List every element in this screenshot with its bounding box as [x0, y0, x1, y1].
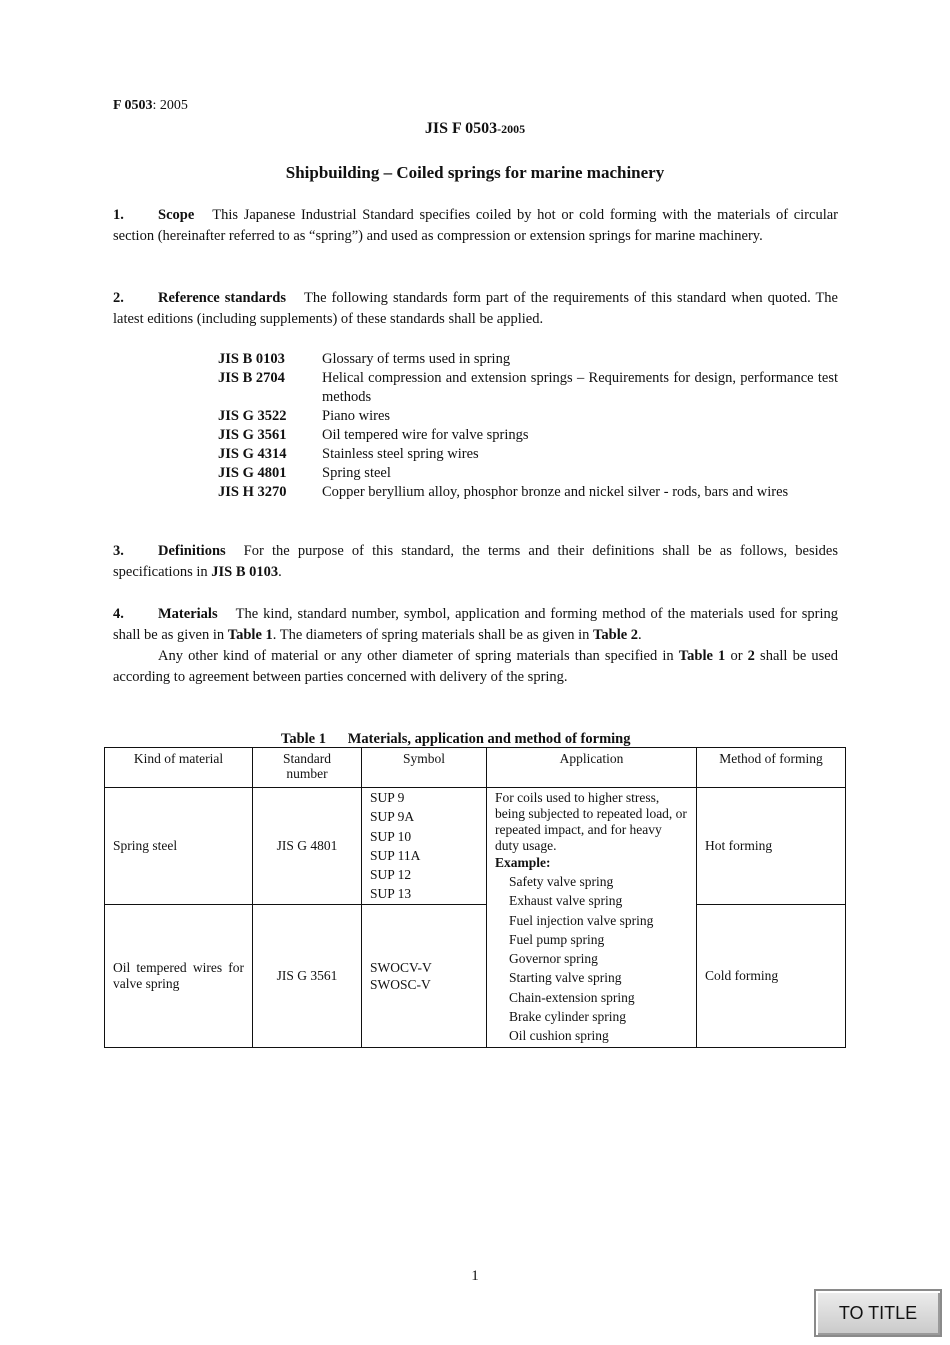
symbol: SUP 11A — [370, 847, 421, 863]
section-number: 4. — [113, 606, 124, 622]
section-text: For the purpose of this standard, the terms and their definitions shall be as follows, besides specifications in — [113, 543, 838, 580]
reference-description: Helical compression and extension springs – Requirements for design, performance test methods — [322, 370, 838, 405]
reference-item — [218, 407, 838, 426]
materials-table — [104, 747, 846, 1048]
example-item: Starting valve spring — [509, 970, 622, 986]
section-text: . The diameters of spring materials shall be as given in — [272, 626, 594, 643]
section-heading: Definitions — [158, 543, 226, 559]
section-text-end: shall be used according to agreement between parties concerned with delivery of the spring. — [113, 648, 838, 685]
page-number: 1 — [471, 1268, 479, 1284]
column-header: Method of forming — [697, 748, 846, 788]
example-item: Oil cushion spring — [509, 1028, 609, 1044]
section-text: The following standards form part of the requirements of this standard when quoted. The latest editions (including supplements) of these standards shall be applied. — [113, 290, 838, 327]
cell-symbols — [362, 788, 487, 905]
document-subtitle: Shipbuilding – Coiled springs for marine machinery — [285, 163, 665, 182]
symbol: SUP 10 — [370, 828, 412, 844]
reference-list — [218, 350, 838, 502]
table-reference: Table 1 — [678, 648, 726, 664]
table-row — [105, 788, 846, 905]
symbol: SUP 9A — [370, 809, 415, 825]
reference-code: JIS H 3270 — [218, 484, 287, 500]
reference-item — [218, 369, 838, 407]
example-item: Fuel pump spring — [509, 931, 605, 947]
cell-kind: Spring steel — [105, 788, 253, 905]
section-materials — [113, 604, 838, 645]
column-header: Standard number — [253, 748, 362, 788]
symbol: SUP 13 — [370, 886, 412, 902]
reference-code: JIS G 3522 — [218, 408, 287, 424]
section-number: 3. — [113, 543, 124, 559]
reference-item — [218, 350, 838, 369]
header-year: : 2005 — [152, 98, 188, 113]
symbol: SUP 12 — [370, 867, 412, 883]
cell-symbols — [362, 905, 487, 1048]
section-reference-standards — [113, 288, 838, 329]
reference-description: Copper beryllium alloy, phosphor bronze and nickel silver - rods, bars and wires — [322, 484, 789, 500]
table-caption — [281, 731, 631, 748]
example-item: Brake cylinder spring — [509, 1009, 626, 1025]
title-main: JIS F 0503 — [424, 120, 498, 137]
reference-description: Glossary of terms used in spring — [322, 351, 511, 367]
reference-item — [218, 483, 838, 502]
cell-kind: Oil tempered wires for valve spring — [105, 905, 253, 1048]
section-text: Any other kind of material or any other diameter of spring materials than specified in — [158, 648, 679, 664]
cell-method: Hot forming — [697, 788, 846, 905]
cell-application — [487, 788, 697, 1048]
table-row — [105, 905, 846, 1048]
table-caption-label: Table 1 — [281, 731, 326, 747]
column-header: Kind of material — [105, 748, 253, 788]
reference-description: Piano wires — [322, 408, 391, 424]
reference-code: JIS G 4801 — [218, 465, 287, 481]
symbol: SWOSC-V — [370, 977, 431, 992]
section-number: 1. — [113, 207, 124, 223]
column-header: Application — [487, 748, 697, 788]
table-header-row — [105, 748, 846, 788]
reference-code: JIS G 4314 — [218, 446, 287, 462]
standard-reference: JIS B 0103 — [211, 563, 279, 580]
reference-code: JIS G 3561 — [218, 427, 287, 443]
application-text: For coils used to higher stress, being subjected to repeated load, or repeated impact, and for heavy duty usage. — [495, 790, 687, 853]
section-scope — [113, 205, 838, 246]
reference-item — [218, 426, 838, 445]
cell-standard: JIS G 3561 — [253, 905, 362, 1048]
cell-method: Cold forming — [697, 905, 846, 1048]
section-text: The kind, standard number, symbol, application and forming method of the materials used for spring shall be as given in — [113, 606, 838, 643]
to-title-button[interactable]: TO TITLE — [814, 1289, 942, 1337]
symbol: SUP 9 — [370, 790, 405, 805]
table-reference: Table 1 — [227, 626, 273, 643]
section-text: This Japanese Industrial Standard specifies coiled by hot or cold forming with the materials of circular section (hereinafter referred to as “spring”) and used as compression or extension springs for marine machinery. — [113, 207, 838, 244]
section-heading: Materials — [158, 606, 218, 622]
section-number: 2. — [113, 290, 124, 306]
page-header — [113, 98, 188, 114]
example-item: Safety valve spring — [509, 874, 614, 889]
example-item: Governor spring — [509, 951, 598, 967]
reference-item — [218, 445, 838, 464]
example-item: Chain-extension spring — [509, 989, 635, 1005]
table-reference: 2 — [747, 648, 755, 664]
section-text: or — [725, 648, 748, 664]
reference-code: JIS B 0103 — [218, 351, 285, 367]
example-label: Example: — [495, 855, 551, 870]
table-reference: Table 2 — [593, 626, 639, 643]
reference-code: JIS B 2704 — [218, 370, 285, 386]
section-text-end: . — [638, 626, 642, 643]
section-text-end: . — [278, 563, 282, 580]
title-year: -2005 — [497, 122, 526, 136]
document-title — [0, 120, 950, 138]
cell-standard: JIS G 4801 — [253, 788, 362, 905]
section-heading: Scope — [158, 207, 195, 223]
reference-description: Spring steel — [322, 465, 391, 481]
section-definitions — [113, 541, 838, 582]
section-materials-paragraph-2 — [113, 646, 838, 687]
table-caption-text: Materials, application and method of forming — [347, 731, 631, 747]
section-heading: Reference standards — [158, 290, 286, 306]
reference-description: Stainless steel spring wires — [322, 446, 479, 462]
header-code: F 0503 — [113, 98, 153, 113]
reference-description: Oil tempered wire for valve springs — [322, 427, 529, 443]
reference-item — [218, 464, 838, 483]
example-item: Fuel injection valve spring — [509, 912, 654, 928]
symbol: SWOCV-V — [370, 960, 432, 975]
example-item: Exhaust valve spring — [509, 893, 623, 909]
column-header: Symbol — [362, 748, 487, 788]
